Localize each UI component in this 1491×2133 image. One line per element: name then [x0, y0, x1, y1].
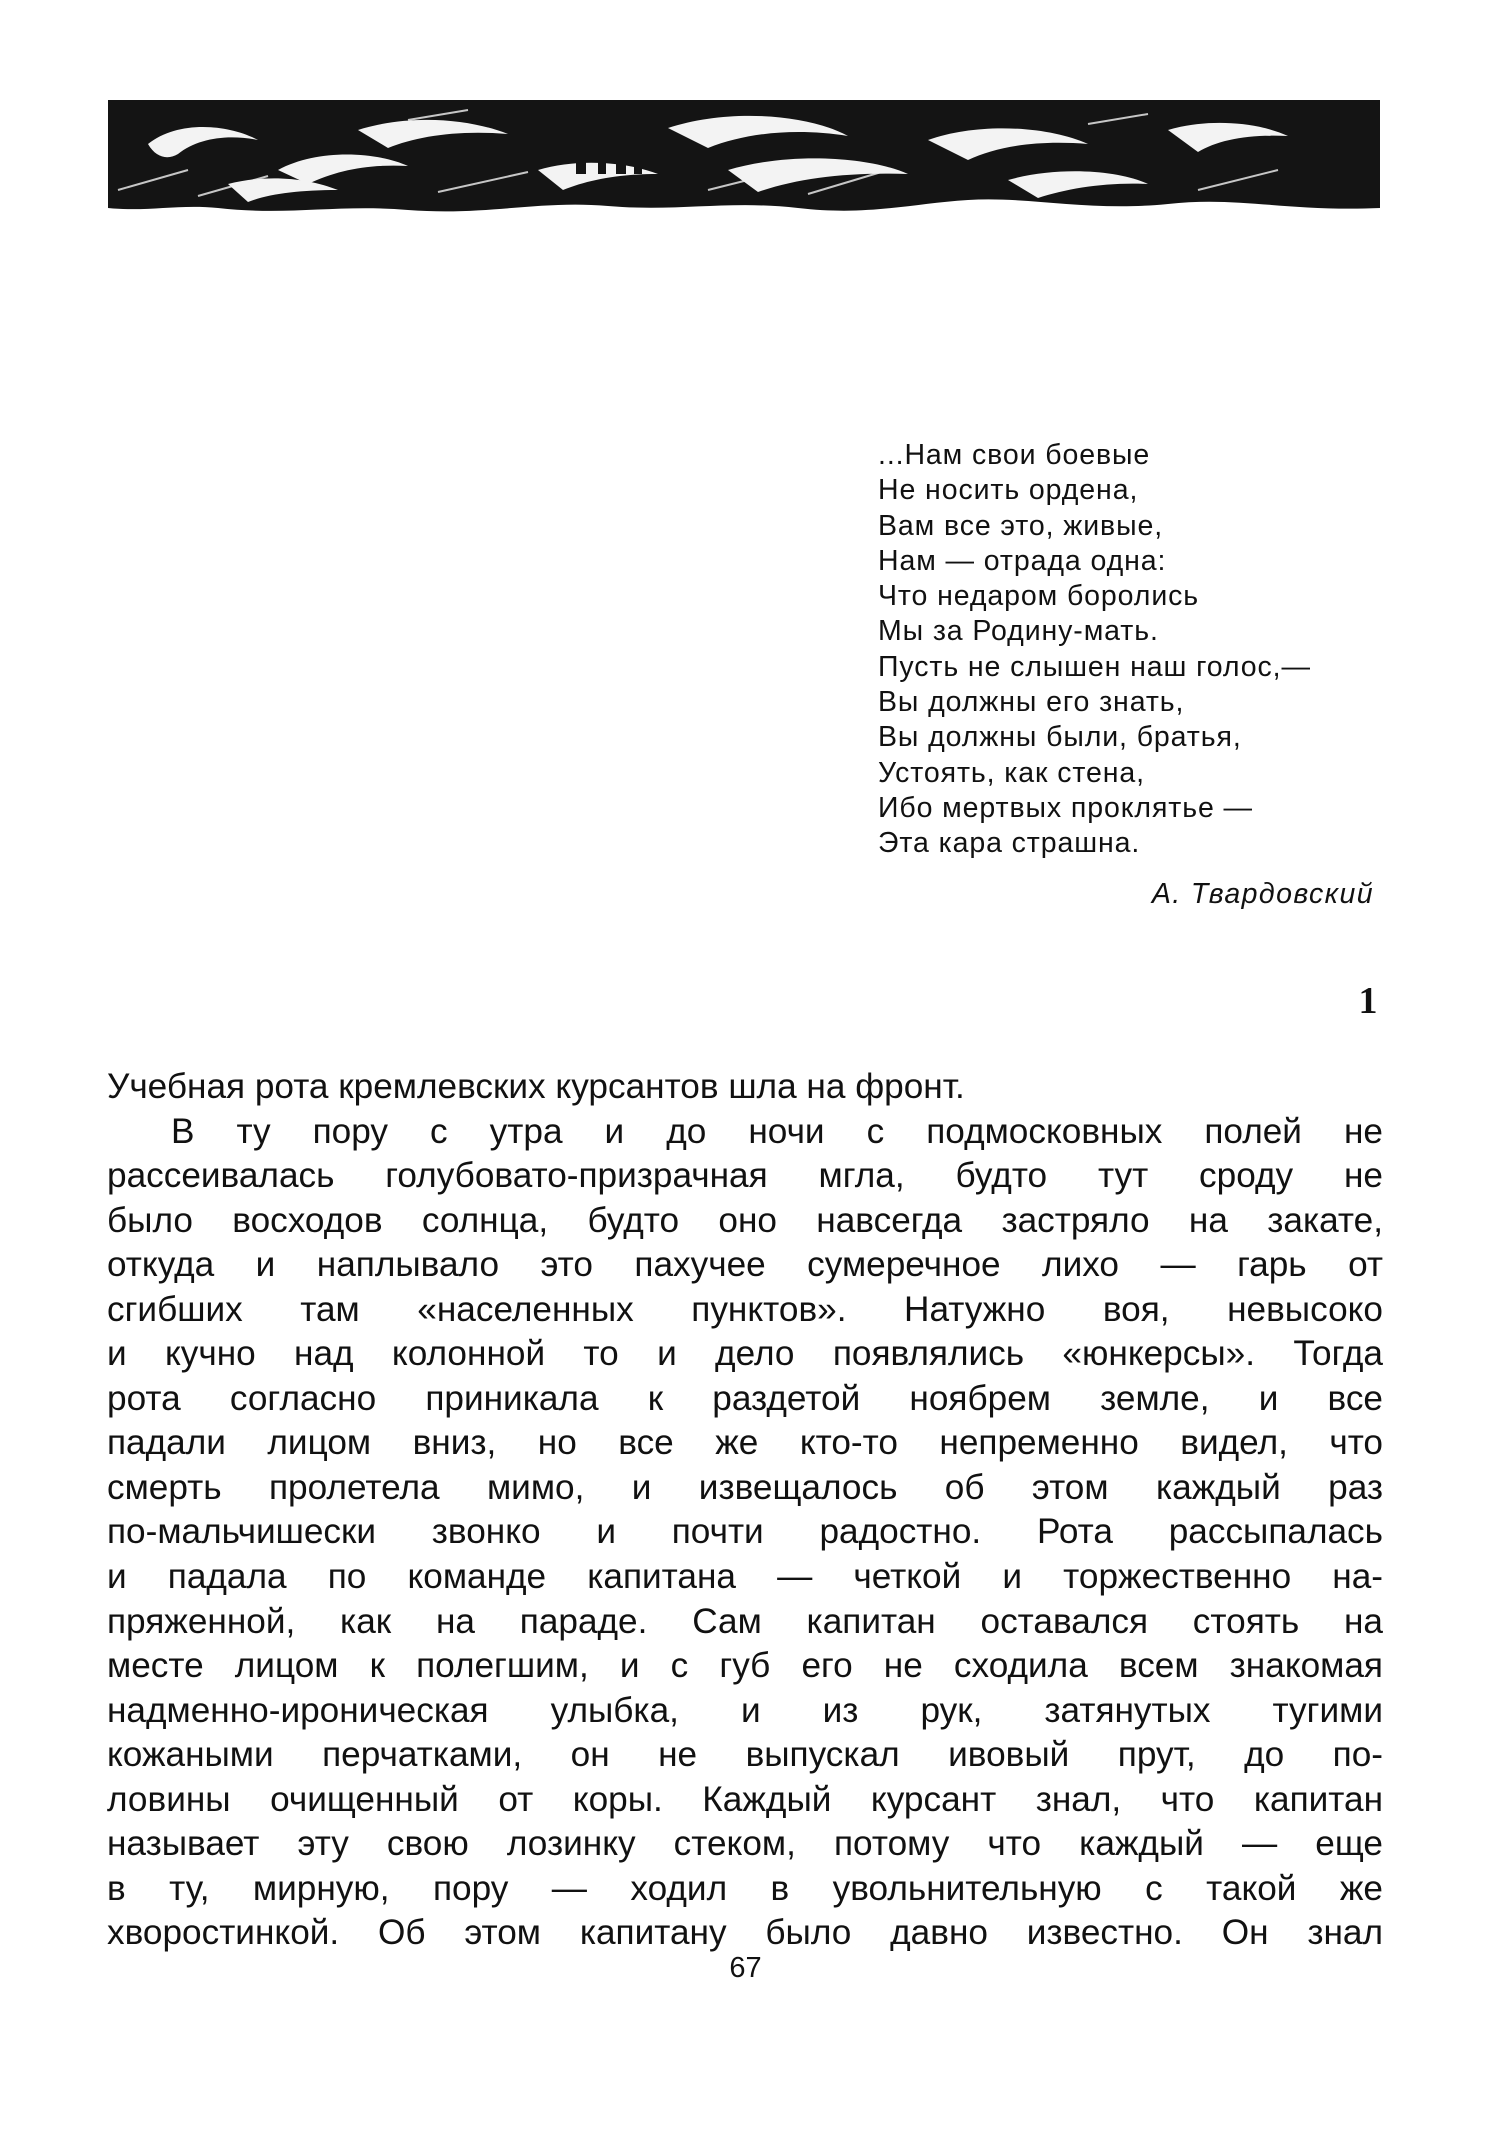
text-line: рота согласно приникала к раздетой ноябрем земле, и все	[107, 1378, 1383, 1418]
epigraph-line: Что недаром боролись	[878, 580, 1200, 613]
text-line: по-мальчишески звонко и почти радостно. Рота рассыпалась	[107, 1512, 1383, 1552]
epigraph-line: Не носить ордена,	[878, 474, 1139, 507]
epigraph-line: Устоять, как стена,	[878, 756, 1145, 789]
text-line: пряженной, как на параде. Сам капитан оставался стоять на	[107, 1601, 1383, 1641]
epigraph-line: Вы должны его знать,	[878, 686, 1185, 719]
epigraph-line: Вам все это, живые,	[878, 509, 1164, 542]
text-line: Учебная рота кремлевских курсантов шла на фронт.	[107, 1067, 965, 1106]
epigraph-line: Нам — отрада одна:	[878, 544, 1167, 577]
epigraph-poem	[878, 438, 1398, 912]
epigraph-line: Эта кара страшна.	[878, 827, 1141, 860]
text-line: называет эту свою лозинку стеком, потому что каждый — еще	[107, 1824, 1383, 1864]
body-text	[107, 1065, 1383, 1956]
text-line: хворостинкой. Об этом капитану было давно известно. Он знал	[107, 1913, 1383, 1953]
epigraph-line: Вы должны были, братья,	[878, 721, 1242, 754]
text-line: рассеивалась голубовато-призрачная мгла, будто тут сроду не	[107, 1156, 1383, 1196]
text-line: месте лицом к полегшим, и с губ его не сходила всем знакомая	[107, 1646, 1383, 1686]
epigraph-author: А. Твардовский	[1151, 877, 1374, 910]
text-line: было восходов солнца, будто оно навсегда застряло на закате,	[107, 1200, 1383, 1240]
text-line: надменно-ироническая улыбка, и из рук, затянутых тугими	[107, 1690, 1383, 1730]
chapter-number: 1	[1358, 980, 1378, 1022]
text-line: сгибших там «населенных пунктов». Натужно воя, невысоко	[107, 1289, 1383, 1329]
epigraph-line: Пусть не слышен наш голос,—	[878, 650, 1311, 683]
text-line: откуда и наплывало это пахучее сумеречное лихо — гарь от	[107, 1245, 1383, 1285]
text-line: и падала по команде капитана — четкой и торжественно на-	[107, 1557, 1383, 1597]
text-line: кожаными перчатками, он не выпускал ивовый прут, до по-	[107, 1735, 1383, 1775]
text-line: В ту пору с утра и до ночи с подмосковных полей не	[171, 1111, 1383, 1151]
text-line: смерть пролетела мимо, и извещалось об этом каждый раз	[107, 1467, 1383, 1507]
text-line: ловины очищенный от коры. Каждый курсант знал, что капитан	[107, 1779, 1383, 1819]
epigraph-line: ...Нам свои боевые	[878, 439, 1151, 471]
page-number: 67	[729, 1952, 762, 1984]
text-line: в ту, мирную, пору — ходил в увольнительную с такой же	[107, 1868, 1383, 1908]
epigraph-line: Ибо мертвых проклятье —	[878, 791, 1253, 824]
epigraph-line: Мы за Родину-мать.	[878, 615, 1159, 648]
text-line: и кучно над колонной то и дело появлялись «юнкерсы». Тогда	[107, 1334, 1383, 1374]
decorative-header-illustration	[108, 100, 1380, 224]
ornament-banner-image	[108, 100, 1380, 224]
text-line: падали лицом вниз, но все же кто-то непременно видел, что	[107, 1423, 1383, 1463]
